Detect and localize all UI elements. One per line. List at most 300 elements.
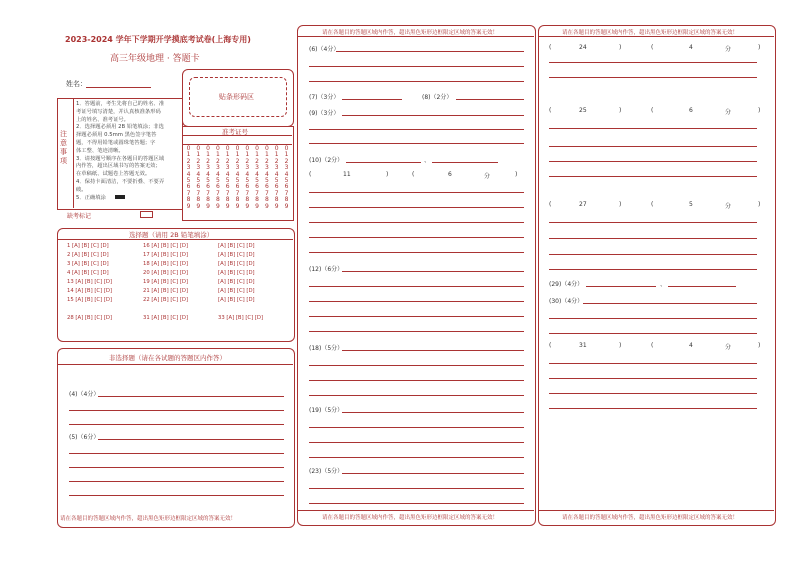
answer-line[interactable] xyxy=(342,271,524,272)
answer-line[interactable] xyxy=(309,286,524,287)
name-label: 姓名： xyxy=(66,80,87,88)
choice-row[interactable]: 33 [A] [B] [C] [D] xyxy=(218,315,264,321)
q27-part: 分 xyxy=(725,203,732,210)
ticket-digit[interactable]: 2 xyxy=(196,157,201,165)
ticket-digit[interactable]: 1 xyxy=(274,151,279,159)
q8-label: (8)（2分） xyxy=(422,94,453,101)
choice-row[interactable]: 31 [A] [B] [C] [D] xyxy=(143,315,189,321)
answer-line[interactable] xyxy=(309,129,524,130)
ticket-digit[interactable]: 7 xyxy=(186,189,191,197)
ticket-digit[interactable]: 2 xyxy=(255,157,259,165)
q11-score-close: ) xyxy=(515,171,518,178)
ticket-digit[interactable]: 3 xyxy=(245,164,250,172)
ticket-digit[interactable]: 6 xyxy=(215,183,220,191)
q6-label: (6)（4分） xyxy=(309,46,340,53)
answer-line[interactable] xyxy=(549,318,757,319)
ticket-digit[interactable]: 1 xyxy=(206,151,210,159)
notice-item: 题，不得用铅笔或圆珠笔答题；字 xyxy=(76,139,156,146)
answer-line[interactable] xyxy=(69,410,284,411)
ticket-digit[interactable]: 2 xyxy=(274,157,279,165)
ticket-digit[interactable]: 3 xyxy=(284,164,289,172)
ticket-digit-column[interactable] xyxy=(234,146,241,210)
ticket-digit[interactable]: 2 xyxy=(264,157,269,165)
q27-part: ( xyxy=(549,201,552,208)
ticket-digit[interactable]: 3 xyxy=(264,164,269,172)
separator: 、 xyxy=(660,281,667,288)
ticket-digit[interactable]: 8 xyxy=(274,196,279,204)
q23-label: (23)（5分） xyxy=(309,468,344,475)
q25-part: 分 xyxy=(725,109,732,116)
notice-item: 体工整、笔迹清晰。 xyxy=(76,147,124,154)
ticket-digit[interactable]: 4 xyxy=(255,170,259,178)
notice-item: 3．请按题号顺序在各题目的答题区域 xyxy=(76,155,165,162)
ticket-digit[interactable]: 6 xyxy=(255,183,259,191)
ticket-digit[interactable]: 9 xyxy=(196,202,201,210)
ticket-input-row[interactable] xyxy=(182,136,292,144)
ticket-digit[interactable]: 7 xyxy=(206,189,210,197)
notice-item: 4．保持卡面清洁，不要折叠、不要弄 xyxy=(76,178,165,185)
q25-row xyxy=(549,107,765,115)
answer-line[interactable] xyxy=(549,378,757,379)
answer-line[interactable] xyxy=(309,143,524,144)
ticket-digit[interactable]: 3 xyxy=(196,164,201,172)
answer-line[interactable] xyxy=(549,269,757,270)
ticket-digit-column[interactable] xyxy=(195,146,202,210)
ticket-digit[interactable]: 8 xyxy=(186,196,191,204)
ticket-digit[interactable]: 8 xyxy=(235,196,240,204)
choice-col-2[interactable] xyxy=(143,242,188,323)
q25-part: ) xyxy=(758,107,761,114)
q27-part: ) xyxy=(758,201,761,208)
ticket-digit-column[interactable] xyxy=(263,146,270,210)
choice-row[interactable]: [A] [B] [C] [D] xyxy=(218,297,255,303)
q25-part: ) xyxy=(619,107,622,114)
ticket-digit[interactable]: 8 xyxy=(196,196,201,204)
ticket-digit[interactable]: 8 xyxy=(215,196,220,204)
ticket-digit-column[interactable] xyxy=(254,146,261,210)
ticket-digit[interactable]: 9 xyxy=(215,202,220,210)
ticket-digit[interactable]: 2 xyxy=(186,157,191,165)
choice-row[interactable]: 17 [A] [B] [C] [D] xyxy=(143,252,189,258)
answer-line[interactable] xyxy=(342,350,524,351)
ticket-digit[interactable]: 0 xyxy=(264,145,269,152)
ticket-digit[interactable]: 1 xyxy=(225,151,230,159)
q7-label: (7)（3分） xyxy=(309,94,340,101)
warning-text: 请在各题目的答题区域内作答，超出黑色矩形边框限定区域的答案无效！ xyxy=(60,516,237,522)
q27-part: 5 xyxy=(689,201,693,208)
q4-label: (4)（4分） xyxy=(69,391,100,398)
answer-line[interactable] xyxy=(309,488,524,489)
ticket-digit[interactable]: 0 xyxy=(215,145,220,152)
choice-row[interactable]: [A] [B] [C] [D] xyxy=(218,261,255,267)
q24-part: 分 xyxy=(725,46,732,53)
ticket-digit[interactable]: 9 xyxy=(245,202,250,210)
q24-part: ( xyxy=(651,44,654,51)
ticket-digit[interactable]: 6 xyxy=(264,183,269,191)
answer-line[interactable] xyxy=(456,99,524,100)
notice-side-label: 注意事项 xyxy=(60,130,67,165)
ticket-digit[interactable]: 9 xyxy=(274,202,279,210)
ticket-digit[interactable]: 1 xyxy=(235,151,240,159)
ticket-digit[interactable]: 1 xyxy=(284,151,289,159)
answer-line[interactable] xyxy=(549,176,757,177)
choice-title: 选择题（请用 2B 铅笔填涂） xyxy=(129,231,214,239)
ticket-digit[interactable]: 4 xyxy=(186,170,191,178)
ticket-digit[interactable]: 4 xyxy=(264,170,269,178)
q29-label: (29)（4分） xyxy=(549,281,584,288)
notice-item: 在草稿纸、试题卷上答题无效。 xyxy=(76,171,151,178)
separator: 、 xyxy=(424,157,431,164)
ticket-digit[interactable]: 1 xyxy=(255,151,259,159)
ticket-digit[interactable]: 4 xyxy=(235,170,240,178)
q11-score-unit: 分 xyxy=(484,173,491,180)
answer-line[interactable] xyxy=(309,365,524,366)
notice-item: 上的姓名、准考证号。 xyxy=(76,116,129,123)
q31-part: 31 xyxy=(579,342,587,349)
answer-line[interactable] xyxy=(309,395,524,396)
ticket-digit[interactable]: 7 xyxy=(225,189,230,197)
answer-line[interactable] xyxy=(309,457,524,458)
ticket-digit[interactable]: 8 xyxy=(255,196,259,204)
q30-label: (30)（4分） xyxy=(549,298,584,305)
choice-row[interactable]: [A] [B] [C] [D] xyxy=(218,243,255,249)
choice-divider xyxy=(57,239,293,240)
ticket-digit[interactable]: 4 xyxy=(284,170,289,178)
ticket-digit[interactable]: 4 xyxy=(225,170,230,178)
q11-number: 11 xyxy=(343,171,351,178)
ticket-digit[interactable]: 5 xyxy=(274,177,279,185)
q18-label: (18)（5分） xyxy=(309,345,344,352)
ticket-digit[interactable]: 6 xyxy=(245,183,250,191)
ticket-digit[interactable]: 5 xyxy=(225,177,230,185)
answer-line[interactable] xyxy=(69,467,284,468)
ticket-digit-column[interactable] xyxy=(283,146,290,210)
ticket-digit[interactable]: 2 xyxy=(225,157,230,165)
ticket-digit[interactable]: 7 xyxy=(284,189,289,197)
ticket-digit[interactable]: 0 xyxy=(255,145,259,152)
warning-bottom: 请在各题目的答题区域内作答，超出黑色矩形边框限定区域的答案无效！ xyxy=(322,515,499,521)
answer-line[interactable] xyxy=(549,62,757,63)
exam-title: 2023-2024 学年下学期开学摸底考试卷(上海专用) xyxy=(65,35,251,44)
ticket-digit[interactable]: 1 xyxy=(245,151,250,159)
q27-part: ( xyxy=(651,201,654,208)
barcode-label: 贴条形码区 xyxy=(219,93,254,101)
ticket-digit[interactable]: 7 xyxy=(255,189,259,197)
ticket-digit-column[interactable] xyxy=(185,146,192,210)
ticket-digit[interactable]: 0 xyxy=(274,145,279,152)
ticket-digit[interactable]: 9 xyxy=(225,202,230,210)
answer-line[interactable] xyxy=(309,301,524,302)
ticket-digit[interactable]: 9 xyxy=(255,202,259,210)
ticket-digit[interactable]: 0 xyxy=(206,145,210,152)
ticket-digit-column[interactable] xyxy=(273,146,280,210)
ticket-digit[interactable]: 0 xyxy=(225,145,230,152)
notice-list xyxy=(76,101,164,202)
answer-line[interactable] xyxy=(309,427,524,428)
ticket-digit[interactable]: 5 xyxy=(196,177,201,185)
ticket-digit[interactable]: 1 xyxy=(186,151,191,159)
ticket-digit[interactable]: 4 xyxy=(215,170,220,178)
q24-part: 24 xyxy=(579,44,587,51)
ticket-digit[interactable]: 8 xyxy=(284,196,289,204)
ticket-digit[interactable]: 3 xyxy=(206,164,210,172)
answer-line[interactable] xyxy=(69,481,284,482)
ticket-digit[interactable]: 1 xyxy=(264,151,269,159)
answer-line[interactable] xyxy=(342,473,524,474)
answer-line[interactable] xyxy=(668,286,736,287)
filled-mark-sample xyxy=(115,195,125,199)
answer-line[interactable] xyxy=(309,380,524,381)
choice-row[interactable]: 19 [A] [B] [C] [D] xyxy=(143,279,189,285)
ticket-digit-column[interactable] xyxy=(205,146,212,210)
ticket-digit[interactable]: 6 xyxy=(206,183,210,191)
answer-line[interactable] xyxy=(549,161,757,162)
ticket-digit[interactable]: 5 xyxy=(255,177,259,185)
ticket-digit[interactable]: 2 xyxy=(215,157,220,165)
ticket-digit[interactable]: 3 xyxy=(186,164,191,172)
ticket-digit[interactable]: 2 xyxy=(245,157,250,165)
bottom-divider xyxy=(538,510,774,511)
answer-line[interactable] xyxy=(98,396,284,397)
answer-line[interactable] xyxy=(69,495,284,496)
absent-checkbox[interactable] xyxy=(140,211,153,218)
notice-item: 2．选择题必须用 2B 铅笔填涂；非选 xyxy=(76,124,164,131)
answer-line[interactable] xyxy=(309,316,524,317)
choice-row[interactable]: 1 [A] [B] [C] [D] xyxy=(67,243,109,249)
q12-label: (12)（6分） xyxy=(309,266,344,273)
ticket-digit[interactable]: 0 xyxy=(196,145,201,152)
answer-line[interactable] xyxy=(549,254,757,255)
q31-part: ) xyxy=(619,342,622,349)
answer-line[interactable] xyxy=(583,303,757,304)
ticket-digit[interactable]: 9 xyxy=(206,202,210,210)
ticket-digit-column[interactable] xyxy=(224,146,231,210)
answer-line[interactable] xyxy=(98,439,284,440)
q11-score: 6 xyxy=(448,171,452,178)
choice-row[interactable]: [A] [B] [C] [D] xyxy=(218,279,255,285)
answer-line[interactable] xyxy=(309,237,524,238)
ticket-digit[interactable]: 7 xyxy=(264,189,269,197)
answer-line[interactable] xyxy=(309,442,524,443)
ticket-digit[interactable]: 5 xyxy=(235,177,240,185)
answer-line[interactable] xyxy=(309,66,524,67)
q24-part: 4 xyxy=(689,44,693,51)
choice-row[interactable]: 3 [A] [B] [C] [D] xyxy=(67,261,109,267)
ticket-digit[interactable]: 4 xyxy=(274,170,279,178)
ticket-digit[interactable]: 9 xyxy=(264,202,269,210)
ticket-digit[interactable]: 8 xyxy=(225,196,230,204)
answer-line[interactable] xyxy=(549,128,757,129)
q24-part: ( xyxy=(549,44,552,51)
ticket-digit[interactable]: 6 xyxy=(235,183,240,191)
ticket-digit[interactable]: 3 xyxy=(255,164,259,172)
ticket-digit[interactable]: 5 xyxy=(264,177,269,185)
ticket-digit[interactable]: 8 xyxy=(245,196,250,204)
answer-line[interactable] xyxy=(549,77,757,78)
q27-row xyxy=(549,201,765,209)
q24-row xyxy=(549,44,765,52)
ticket-digit[interactable]: 5 xyxy=(245,177,250,185)
choice-row[interactable] xyxy=(218,305,263,314)
ticket-digit[interactable]: 0 xyxy=(186,145,191,152)
q27-part: ) xyxy=(619,201,622,208)
ticket-digit[interactable]: 6 xyxy=(274,183,279,191)
ticket-digit[interactable]: 5 xyxy=(186,177,191,185)
q19-label: (19)（5分） xyxy=(309,407,344,414)
choice-row[interactable]: 2 [A] [B] [C] [D] xyxy=(67,252,109,258)
choice-row[interactable]: 16 [A] [B] [C] [D] xyxy=(143,243,189,249)
q9-label: (9)（3分） xyxy=(309,110,340,117)
choice-row[interactable]: [A] [B] [C] [D] xyxy=(218,288,255,294)
ticket-digit[interactable]: 5 xyxy=(284,177,289,185)
ticket-digit-column[interactable] xyxy=(244,146,251,210)
q25-part: ( xyxy=(549,107,552,114)
answer-line[interactable] xyxy=(309,252,524,253)
ticket-digit[interactable]: 4 xyxy=(245,170,250,178)
answer-line[interactable] xyxy=(549,146,757,147)
ticket-digit[interactable]: 8 xyxy=(206,196,210,204)
ticket-digit[interactable]: 6 xyxy=(196,183,201,191)
answer-line[interactable] xyxy=(69,453,284,454)
q31-part: ( xyxy=(651,342,654,349)
answer-line[interactable] xyxy=(309,331,524,332)
ticket-digit[interactable]: 1 xyxy=(215,151,220,159)
q31-part: ) xyxy=(758,342,761,349)
q31-part: 分 xyxy=(725,344,732,351)
choice-row[interactable]: 22 [A] [B] [C] [D] xyxy=(143,297,189,303)
ticket-digit[interactable]: 3 xyxy=(235,164,240,172)
q24-part: ) xyxy=(619,44,622,51)
right-answer-box xyxy=(538,25,776,526)
ticket-digit[interactable]: 7 xyxy=(196,189,201,197)
notice-item: 择题必须用 0.5mm 黑色签字笔答 xyxy=(76,132,157,139)
choice-row[interactable]: 21 [A] [B] [C] [D] xyxy=(143,288,189,294)
q27-part: 27 xyxy=(579,201,587,208)
ticket-digit[interactable]: 6 xyxy=(225,183,230,191)
answer-line[interactable] xyxy=(336,51,524,52)
choice-row[interactable]: 13 [A] [B] [C] [D] xyxy=(67,279,113,285)
q31-part: ( xyxy=(549,342,552,349)
notice-item: 5．正确填涂 xyxy=(76,194,106,201)
answer-line[interactable] xyxy=(549,408,757,409)
choice-row[interactable]: 20 [A] [B] [C] [D] xyxy=(143,270,189,276)
ticket-digit[interactable]: 7 xyxy=(245,189,250,197)
q25-part: 25 xyxy=(579,107,587,114)
ticket-digit[interactable]: 4 xyxy=(196,170,201,178)
ticket-digit[interactable]: 3 xyxy=(274,164,279,172)
q24-part: ) xyxy=(758,44,761,51)
ticket-digit[interactable]: 9 xyxy=(284,202,289,210)
top-divider xyxy=(538,36,774,37)
q31-part: 4 xyxy=(689,342,693,349)
answer-line[interactable] xyxy=(309,503,524,504)
answer-line[interactable] xyxy=(309,222,524,223)
name-line[interactable] xyxy=(86,87,151,88)
answer-line[interactable] xyxy=(549,333,757,334)
ticket-digit[interactable]: 9 xyxy=(186,202,191,210)
answer-line[interactable] xyxy=(309,207,524,208)
q5-label: (5)（6分） xyxy=(69,434,100,441)
ticket-digit[interactable]: 6 xyxy=(186,183,191,191)
notice-item: 内作答，超出区域书写的答案无效； xyxy=(76,163,161,170)
warning-top: 请在各题目的答题区域内作答，超出黑色矩形边框限定区域的答案无效！ xyxy=(322,30,499,36)
q10-label: (10)（2分） xyxy=(309,157,344,164)
choice-row[interactable]: [A] [B] [C] [D] xyxy=(218,252,255,258)
choice-row[interactable]: 14 [A] [B] [C] [D] xyxy=(67,288,113,294)
answer-line[interactable] xyxy=(549,363,757,364)
ticket-digit[interactable]: 3 xyxy=(225,164,230,172)
warning-top: 请在各题目的答题区域内作答，超出黑色矩形边框限定区域的答案无效！ xyxy=(562,30,739,36)
choice-row[interactable]: 18 [A] [B] [C] [D] xyxy=(143,261,189,267)
answer-line[interactable] xyxy=(432,162,498,163)
ticket-digit[interactable]: 0 xyxy=(235,145,240,152)
ticket-digit[interactable]: 7 xyxy=(235,189,240,197)
ticket-digit[interactable]: 5 xyxy=(215,177,220,185)
q11-score-open: ( xyxy=(412,171,415,178)
bottom-divider xyxy=(297,510,534,511)
notice-item: 1．答题前，考生先将自己的姓名、准 xyxy=(76,101,165,107)
absent-label: 缺考标记 xyxy=(67,213,92,220)
q31-row xyxy=(549,342,765,350)
answer-line[interactable] xyxy=(309,81,524,82)
choice-col-3[interactable] xyxy=(218,242,263,323)
q25-part: 6 xyxy=(689,107,693,114)
answer-line[interactable] xyxy=(549,238,757,239)
choice-row[interactable]: 15 [A] [B] [C] [D] xyxy=(67,297,113,303)
choice-row[interactable] xyxy=(67,305,112,314)
notice-item: 考证号填写清楚，并认真核准条形码 xyxy=(76,108,161,115)
answer-line[interactable] xyxy=(309,192,524,193)
ticket-digit[interactable]: 4 xyxy=(206,170,210,178)
ticket-digit[interactable]: 6 xyxy=(284,183,289,191)
ticket-digit[interactable]: 5 xyxy=(206,177,210,185)
choice-row[interactable]: 28 [A] [B] [C] [D] xyxy=(67,315,113,321)
nonchoice-divider xyxy=(57,364,293,365)
answer-line[interactable] xyxy=(549,393,757,394)
ticket-label: 准考证号 xyxy=(222,128,248,136)
ticket-digit[interactable]: 1 xyxy=(196,151,201,159)
ticket-digit[interactable]: 9 xyxy=(235,202,240,210)
answer-line[interactable] xyxy=(342,115,524,116)
ticket-digit[interactable]: 3 xyxy=(215,164,220,172)
answer-line[interactable] xyxy=(342,412,524,413)
answer-line[interactable] xyxy=(346,162,421,163)
warning-bottom: 请在各题目的答题区域内作答，超出黑色矩形边框限定区域的答案无效！ xyxy=(562,515,739,521)
choice-row[interactable]: 4 [A] [B] [C] [D] xyxy=(67,270,109,276)
q11-open: ( xyxy=(309,171,312,178)
ticket-digit[interactable]: 2 xyxy=(235,157,240,165)
ticket-digit[interactable]: 8 xyxy=(264,196,269,204)
q11-close: ) xyxy=(386,171,389,178)
ticket-digit[interactable]: 0 xyxy=(245,145,250,152)
choice-row[interactable]: [A] [B] [C] [D] xyxy=(218,270,255,276)
ticket-digit[interactable]: 7 xyxy=(215,189,220,197)
choice-row[interactable] xyxy=(143,305,188,314)
answer-line[interactable] xyxy=(549,222,757,223)
q25-part: ( xyxy=(651,107,654,114)
ticket-digit-column[interactable] xyxy=(214,146,221,210)
answer-line[interactable] xyxy=(69,424,284,425)
ticket-digit[interactable]: 7 xyxy=(274,189,279,197)
answer-line[interactable] xyxy=(342,99,402,100)
ticket-digit[interactable]: 2 xyxy=(284,157,289,165)
choice-col-1[interactable] xyxy=(67,242,112,323)
notice-item: 破。 xyxy=(76,186,87,193)
exam-subtitle: 高三年级地理 · 答题卡 xyxy=(110,54,200,64)
ticket-digit[interactable]: 0 xyxy=(284,145,289,152)
answer-line[interactable] xyxy=(586,286,656,287)
ticket-digit[interactable]: 2 xyxy=(206,157,210,165)
